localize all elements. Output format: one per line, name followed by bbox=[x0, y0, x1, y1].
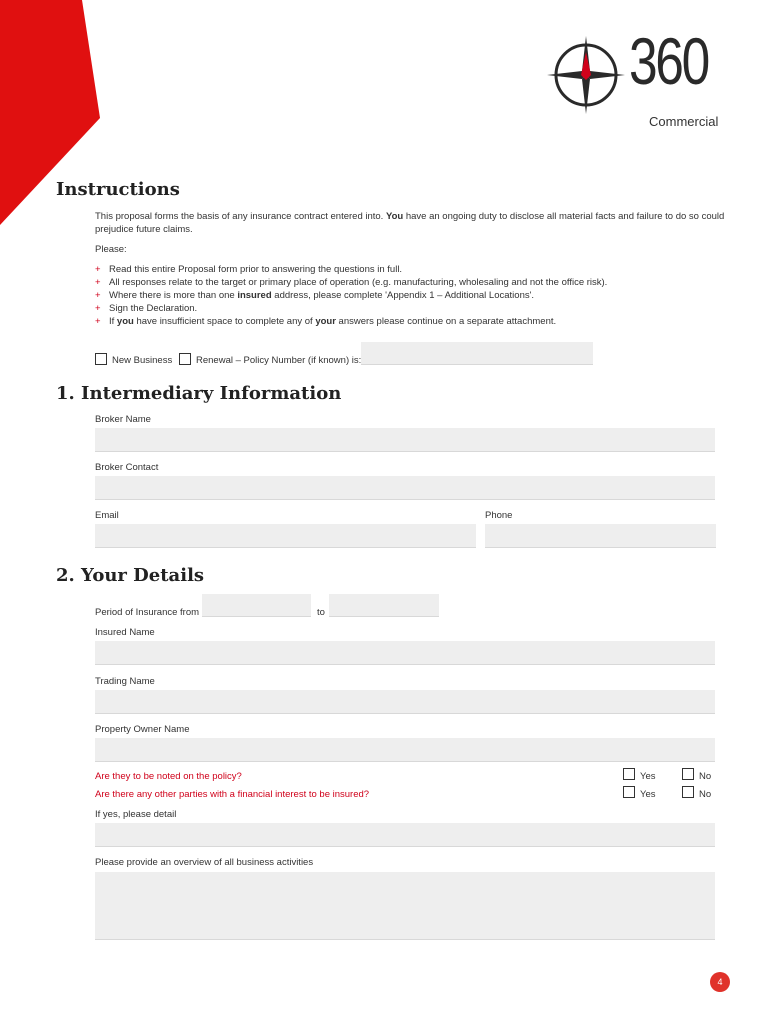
list-item-text: All responses relate to the target or primary place of operation (e.g. manufacturing, wholesaling and not the office risk). bbox=[109, 277, 608, 288]
trading-name-input[interactable] bbox=[95, 690, 715, 714]
section1-heading: 1. Intermediary Information bbox=[56, 383, 342, 404]
if-yes-input[interactable] bbox=[95, 823, 715, 847]
new-business-checkbox[interactable] bbox=[95, 353, 107, 365]
overview-label: Please provide an overview of all business activities bbox=[95, 857, 314, 868]
list-item-bold: you bbox=[116, 316, 134, 327]
list-item-text: Read this entire Proposal form prior to answering the questions in full. bbox=[109, 264, 403, 275]
company-logo bbox=[545, 24, 740, 134]
financial-yes-checkbox[interactable] bbox=[623, 786, 635, 798]
financial-interest-question: Are there any other parties with a financial interest to be insured? bbox=[95, 789, 370, 800]
new-business-label: New Business bbox=[112, 355, 173, 366]
intro-text: This proposal forms the basis of any insurance contract entered into. bbox=[95, 211, 386, 222]
list-item-text: address, please complete 'Appendix 1 – Additional Locations'. bbox=[271, 290, 535, 301]
phone-label: Phone bbox=[485, 510, 513, 521]
insured-name-input[interactable] bbox=[95, 641, 715, 665]
broker-name-label: Broker Name bbox=[95, 414, 151, 425]
financial-no-checkbox[interactable] bbox=[682, 786, 694, 798]
list-item-bold: your bbox=[315, 316, 336, 327]
list-item: + Read this entire Proposal form prior to answering the questions in full. bbox=[95, 264, 403, 275]
list-item-text: Sign the Declaration. bbox=[109, 303, 198, 314]
intro-text-cont: have an ongoing duty to disclose all material facts and failure to do so could bbox=[403, 211, 725, 222]
policy-number-input[interactable] bbox=[361, 342, 593, 365]
noted-no-checkbox[interactable] bbox=[682, 768, 694, 780]
period-to-label: to bbox=[317, 607, 325, 618]
email-input[interactable] bbox=[95, 524, 476, 548]
broker-contact-label: Broker Contact bbox=[95, 462, 159, 473]
noted-no-label: No bbox=[699, 771, 712, 782]
financial-no-label: No bbox=[699, 789, 712, 800]
logo-number: 360 bbox=[629, 24, 708, 98]
noted-question: Are they to be noted on the policy? bbox=[95, 771, 242, 782]
property-owner-label: Property Owner Name bbox=[95, 724, 190, 735]
instructions-heading: Instructions bbox=[56, 179, 180, 200]
list-item: + Sign the Declaration. bbox=[95, 303, 198, 314]
list-item-text: have insufficient space to complete any of bbox=[133, 316, 316, 327]
if-yes-label: If yes, please detail bbox=[95, 809, 177, 820]
renewal-label: Renewal – Policy Number (if known) is: bbox=[196, 355, 362, 366]
instruction-list bbox=[95, 263, 607, 328]
noted-yes-label: Yes bbox=[640, 771, 656, 782]
list-item-text: If bbox=[109, 316, 117, 327]
property-owner-input[interactable] bbox=[95, 738, 715, 762]
intro-line2: prejudice future claims. bbox=[95, 224, 193, 235]
please-label: Please: bbox=[95, 244, 127, 255]
renewal-checkbox[interactable] bbox=[179, 353, 191, 365]
logo-subtitle: Commercial bbox=[649, 114, 719, 129]
insured-name-label: Insured Name bbox=[95, 627, 155, 638]
period-from-label: Period of Insurance from bbox=[95, 607, 200, 618]
list-item: + If you have insufficient space to complete any of your answers please continue on a separate attachment. bbox=[95, 316, 557, 327]
intro-bold: You bbox=[385, 211, 404, 222]
compass-icon bbox=[545, 34, 627, 116]
trading-name-label: Trading Name bbox=[95, 676, 155, 687]
section2-heading: 2. Your Details bbox=[56, 565, 205, 586]
list-item: + All responses relate to the target or primary place of operation (e.g. manufacturing, wholesaling and not the office risk). bbox=[95, 277, 608, 288]
page-number-badge: 4 bbox=[710, 972, 730, 992]
noted-yes-checkbox[interactable] bbox=[623, 768, 635, 780]
financial-yes-label: Yes bbox=[640, 789, 656, 800]
list-item: + Where there is more than one insured address, please complete 'Appendix 1 – Additional Locations'. bbox=[95, 290, 535, 301]
instructions-intro bbox=[95, 210, 735, 236]
phone-input[interactable] bbox=[485, 524, 716, 548]
list-item-text: answers please continue on a separate attachment. bbox=[335, 316, 557, 327]
period-to-input[interactable] bbox=[329, 594, 439, 617]
overview-textarea[interactable] bbox=[95, 872, 715, 940]
period-from-input[interactable] bbox=[202, 594, 311, 617]
email-label: Email bbox=[95, 510, 119, 521]
list-item-text: Where there is more than one bbox=[109, 290, 238, 301]
broker-contact-input[interactable] bbox=[95, 476, 715, 500]
list-item-bold: insured bbox=[237, 290, 272, 301]
broker-name-input[interactable] bbox=[95, 428, 715, 452]
